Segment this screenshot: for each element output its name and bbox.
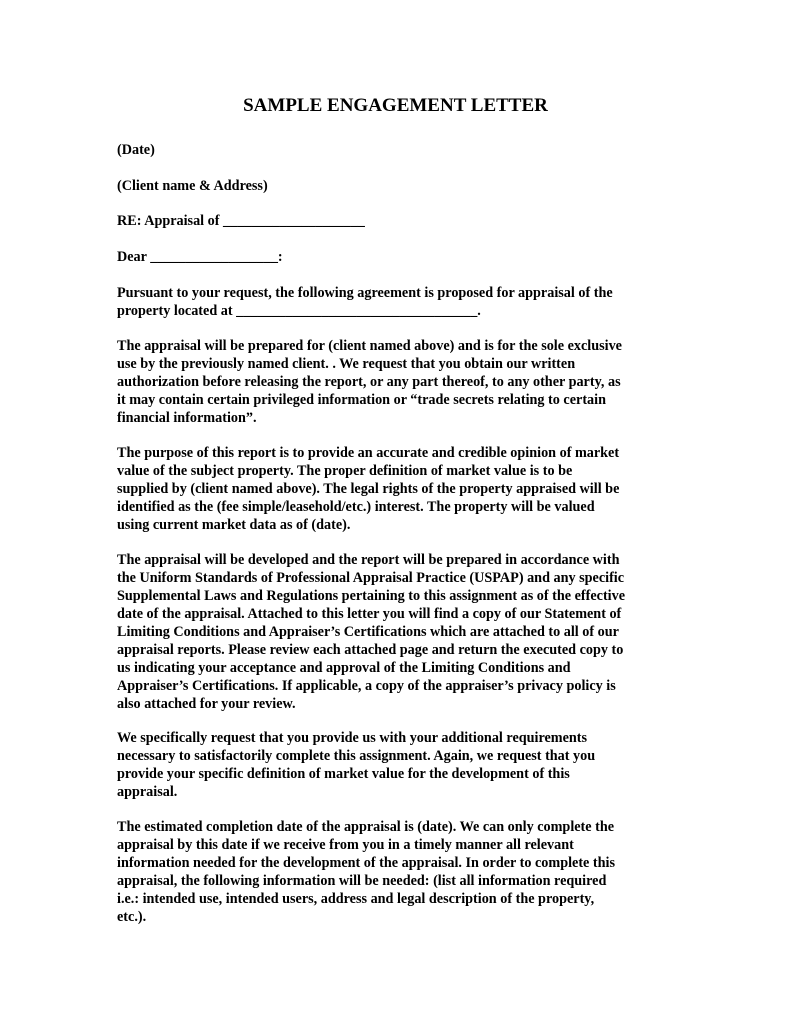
paragraph-line: Limiting Conditions and Appraiser’s Certifications which are attached to all of our <box>117 624 619 640</box>
paragraph-exclusive-use <box>117 337 697 427</box>
paragraph-line: We specifically request that you provide us with your additional requirements <box>117 730 588 746</box>
paragraph-line: information needed for the development of the appraisal. In order to complete this <box>117 855 615 871</box>
paragraph-line: property located at __________________________________. <box>117 303 481 319</box>
paragraph-line: using current market data as of (date). <box>117 517 351 533</box>
paragraph-line: it may contain certain privileged information or “trade secrets relating to certain <box>117 392 606 408</box>
paragraph-line: also attached for your review. <box>117 696 296 712</box>
client-name-address: (Client name & Address) <box>117 178 268 194</box>
paragraph-line: the Uniform Standards of Professional Appraisal Practice (USPAP) and any specific <box>117 570 625 586</box>
paragraph-line: The appraisal will be prepared for (client named above) and is for the sole exclusive <box>117 338 622 354</box>
paragraph-line: financial information”. <box>117 410 257 426</box>
paragraph-line: The appraisal will be developed and the report will be prepared in accordance with <box>117 552 620 568</box>
paragraph-line: Supplemental Laws and Regulations pertaining to this assignment as of the effective <box>117 588 626 604</box>
paragraph-request <box>117 284 697 320</box>
re-line: RE: Appraisal of ____________________ <box>117 213 365 229</box>
paragraph-line: Appraiser’s Certifications. If applicable, a copy of the appraiser’s privacy policy is <box>117 678 616 694</box>
paragraph-line: The estimated completion date of the appraisal is (date). We can only complete the <box>117 819 615 835</box>
paragraph-line: authorization before releasing the report, or any part thereof, to any other party, as <box>117 374 621 390</box>
paragraph-line: The purpose of this report is to provide an accurate and credible opinion of market <box>117 445 620 461</box>
paragraph-additional-requirements <box>117 729 697 801</box>
paragraph-line: date of the appraisal. Attached to this letter you will find a copy of our Statement of <box>117 606 622 622</box>
salutation: Dear __________________: <box>117 249 283 265</box>
paragraph-line: i.e.: intended use, intended users, address and legal description of the property, <box>117 891 595 907</box>
paragraph-line: us indicating your acceptance and approval of the Limiting Conditions and <box>117 660 571 676</box>
document-title: SAMPLE ENGAGEMENT LETTER <box>243 95 548 116</box>
paragraph-line: identified as the (fee simple/leasehold/etc.) interest. The property will be valued <box>117 499 595 515</box>
paragraph-line: appraisal reports. Please review each attached page and return the executed copy to <box>117 642 624 658</box>
paragraph-line: appraisal by this date if we receive from you in a timely manner all relevant <box>117 837 574 853</box>
paragraph-line: supplied by (client named above). The legal rights of the property appraised will be <box>117 481 620 497</box>
paragraph-line: appraisal. <box>117 784 178 800</box>
paragraph-line: necessary to satisfactorily complete this assignment. Again, we request that you <box>117 748 596 764</box>
paragraph-line: appraisal, the following information will be needed: (list all information required <box>117 873 607 889</box>
paragraph-line: Pursuant to your request, the following agreement is proposed for appraisal of the <box>117 285 613 301</box>
paragraph-purpose <box>117 444 697 534</box>
date-placeholder: (Date) <box>117 142 155 158</box>
paragraph-line: value of the subject property. The proper definition of market value is to be <box>117 463 573 479</box>
paragraph-uspap <box>117 551 697 713</box>
paragraph-line: provide your specific definition of market value for the development of this <box>117 766 570 782</box>
paragraph-line: etc.). <box>117 909 147 925</box>
paragraph-line: use by the previously named client. . We request that you obtain our written <box>117 356 576 372</box>
paragraph-completion-date <box>117 818 697 926</box>
